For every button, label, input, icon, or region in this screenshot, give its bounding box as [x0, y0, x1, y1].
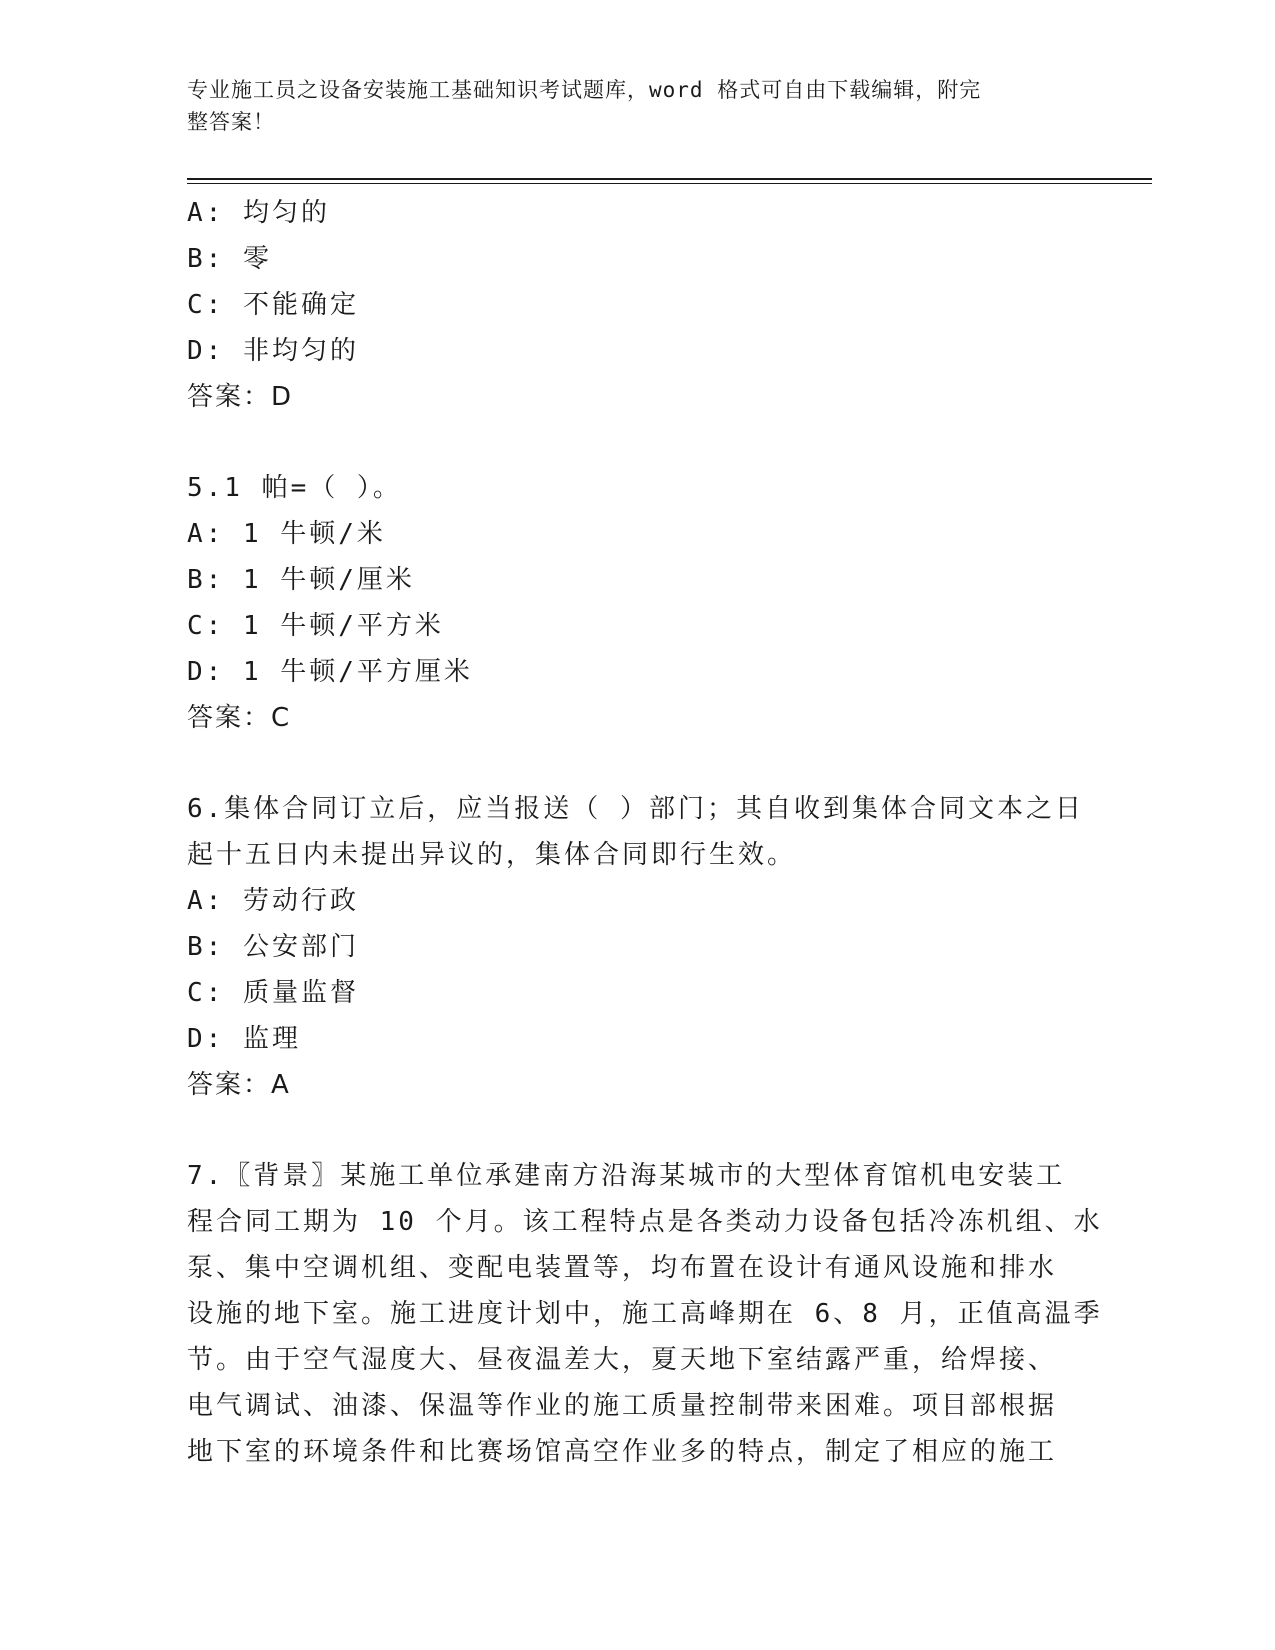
option-c: C: 质量监督: [187, 978, 359, 1008]
answer: 答案：A: [187, 1070, 291, 1100]
option-b: B: 1 牛顿/厘米: [187, 565, 415, 595]
option-a: A: 1 牛顿/米: [187, 519, 386, 549]
header-title-line-1: 专业施工员之设备安装施工基础知识考试题库，word 格式可自由下载编辑，附完: [187, 78, 982, 102]
question-list: [187, 190, 1103, 1475]
question-stem-line-2: 起十五日内未提出异议的，集体合同即行生效。: [187, 840, 797, 870]
option-a: A: 均匀的: [187, 198, 330, 228]
option-d: D: 1 牛顿/平方厘米: [187, 657, 473, 687]
question-stem-line-2: 程合同工期为 10 个月。该工程特点是各类动力设备包括冷冻机组、水: [187, 1207, 1103, 1237]
option-b: B: 公安部门: [187, 932, 359, 962]
option-b: B: 零: [187, 244, 272, 274]
question-4: [187, 190, 1087, 420]
question-spacer: [187, 420, 1087, 465]
question-spacer: [187, 741, 1087, 786]
answer: 答案：D: [187, 382, 294, 412]
question-stem-line-5: 节。由于空气湿度大、昼夜温差大，夏天地下室结露严重，给焊接、: [187, 1345, 1058, 1375]
question-6: [187, 786, 1087, 1108]
document-header: [187, 74, 1067, 138]
option-c: C: 1 牛顿/平方米: [187, 611, 444, 641]
header-divider-thin: [187, 183, 1152, 184]
header-title-line-2: 整答案！: [187, 110, 275, 134]
option-d: D: 非均匀的: [187, 336, 359, 366]
question-spacer: [187, 1108, 1087, 1153]
question-stem-line-3: 泵、集中空调机组、变配电装置等，均布置在设计有通风设施和排水: [187, 1253, 1058, 1283]
option-d: D: 监理: [187, 1024, 301, 1054]
question-7: [187, 1153, 1103, 1475]
question-5: [187, 465, 1087, 741]
option-c: C: 不能确定: [187, 290, 359, 320]
question-stem-line-7: 地下室的环境条件和比赛场馆高空作业多的特点，制定了相应的施工: [187, 1437, 1058, 1467]
option-a: A: 劳动行政: [187, 886, 359, 916]
question-stem-line-1: 6.集体合同订立后，应当报送（ ）部门；其自收到集体合同文本之日: [187, 794, 1084, 824]
question-stem: 5.1 帕=（ ）。: [187, 473, 402, 503]
question-stem-line-6: 电气调试、油漆、保温等作业的施工质量控制带来困难。项目部根据: [187, 1391, 1058, 1421]
answer: 答案：C: [187, 703, 292, 733]
header-divider-thick: [187, 178, 1152, 180]
question-stem-line-1: 7.〖背景〗某施工单位承建南方沿海某城市的大型体育馆机电安装工: [187, 1161, 1066, 1191]
question-stem-line-4: 设施的地下室。施工进度计划中，施工高峰期在 6、8 月，正值高温季: [187, 1299, 1103, 1329]
